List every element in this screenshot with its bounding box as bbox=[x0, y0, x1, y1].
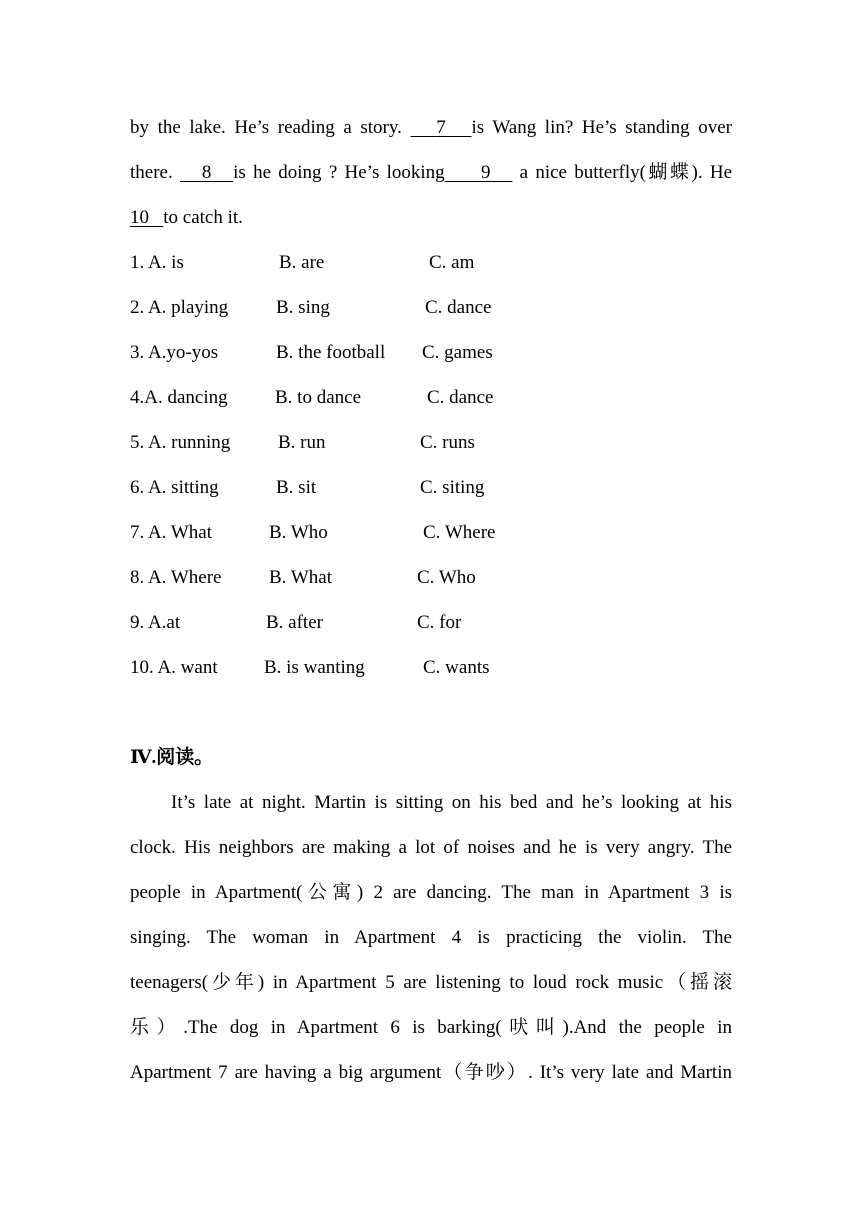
reading-line: Apartment 7 are having a big argument（争吵）. It’s very late and Martin bbox=[130, 1062, 732, 1083]
option-b: B. are bbox=[279, 252, 325, 273]
blank-10 bbox=[130, 207, 163, 228]
reading-line: 乐）.The dog in Apartment 6 is barking(吠叫).And the people in bbox=[130, 1017, 732, 1038]
option-b: B. is wanting bbox=[264, 657, 365, 678]
option-b: B. sit bbox=[276, 477, 317, 498]
blank-10-number: 10 bbox=[130, 207, 149, 228]
option-b: B. run bbox=[278, 432, 326, 453]
option-c: C. games bbox=[422, 342, 493, 363]
blank-9-number: 9 bbox=[481, 162, 491, 183]
blank-7-number: 7 bbox=[436, 117, 446, 138]
blank-8-number: 8 bbox=[201, 162, 212, 183]
option-a: 10. A. want bbox=[130, 657, 218, 678]
passage-line-1 bbox=[130, 116, 732, 140]
passage-text: by the lake. He’s reading a story. bbox=[130, 117, 402, 138]
passage-line-3 bbox=[130, 206, 732, 230]
option-a: 8. A. Where bbox=[130, 567, 222, 588]
option-c: C. Who bbox=[417, 567, 476, 588]
option-a: 3. A.yo-yos bbox=[130, 342, 219, 363]
option-a: 6. A. sitting bbox=[130, 477, 219, 498]
passage-text: to catch it. bbox=[163, 207, 243, 228]
blank-9 bbox=[445, 162, 513, 183]
blank-8 bbox=[180, 162, 233, 183]
option-b: B. sing bbox=[276, 297, 330, 318]
option-a: 1. A. is bbox=[130, 252, 184, 273]
passage-text: is Wang lin? He’s standing over bbox=[471, 117, 733, 138]
option-b: B. What bbox=[269, 567, 332, 588]
option-c: C. dance bbox=[427, 387, 494, 408]
option-c: C. dance bbox=[425, 297, 492, 318]
option-c: C. siting bbox=[420, 477, 485, 498]
option-a: 2. A. playing bbox=[130, 297, 229, 318]
option-a: 4.A. dancing bbox=[130, 387, 228, 408]
reading-line: singing. The woman in Apartment 4 is practicing the violin. The bbox=[130, 927, 732, 948]
passage-line-2 bbox=[130, 161, 732, 185]
option-b: B. the football bbox=[276, 342, 386, 363]
reading-line: It’s late at night. Martin is sitting on his bed and he’s looking at his bbox=[171, 792, 732, 813]
option-c: C. for bbox=[417, 612, 462, 633]
option-a: 5. A. running bbox=[130, 432, 231, 453]
option-c: C. Where bbox=[423, 522, 496, 543]
passage-text: is he doing ? He’s looking bbox=[233, 162, 445, 183]
reading-line: clock. His neighbors are making a lot of noises and he is very angry. The bbox=[130, 837, 732, 858]
passage-text: there. bbox=[130, 162, 173, 183]
reading-line: teenagers(少年) in Apartment 5 are listening to loud rock music（摇滚 bbox=[130, 972, 732, 993]
option-b: B. Who bbox=[269, 522, 328, 543]
reading-line: people in Apartment(公寓) 2 are dancing. The man in Apartment 3 is bbox=[130, 882, 732, 903]
passage-text: a nice butterfly(蝴蝶). He bbox=[519, 162, 733, 183]
blank-7 bbox=[410, 117, 471, 138]
option-b: B. to dance bbox=[275, 387, 362, 408]
section-heading: Ⅳ.阅读。 bbox=[130, 747, 214, 768]
option-b: B. after bbox=[266, 612, 323, 633]
option-c: C. am bbox=[429, 252, 475, 273]
option-a: 9. A.at bbox=[130, 612, 181, 633]
option-c: C. wants bbox=[423, 657, 490, 678]
option-a: 7. A. What bbox=[130, 522, 212, 543]
option-c: C. runs bbox=[420, 432, 475, 453]
